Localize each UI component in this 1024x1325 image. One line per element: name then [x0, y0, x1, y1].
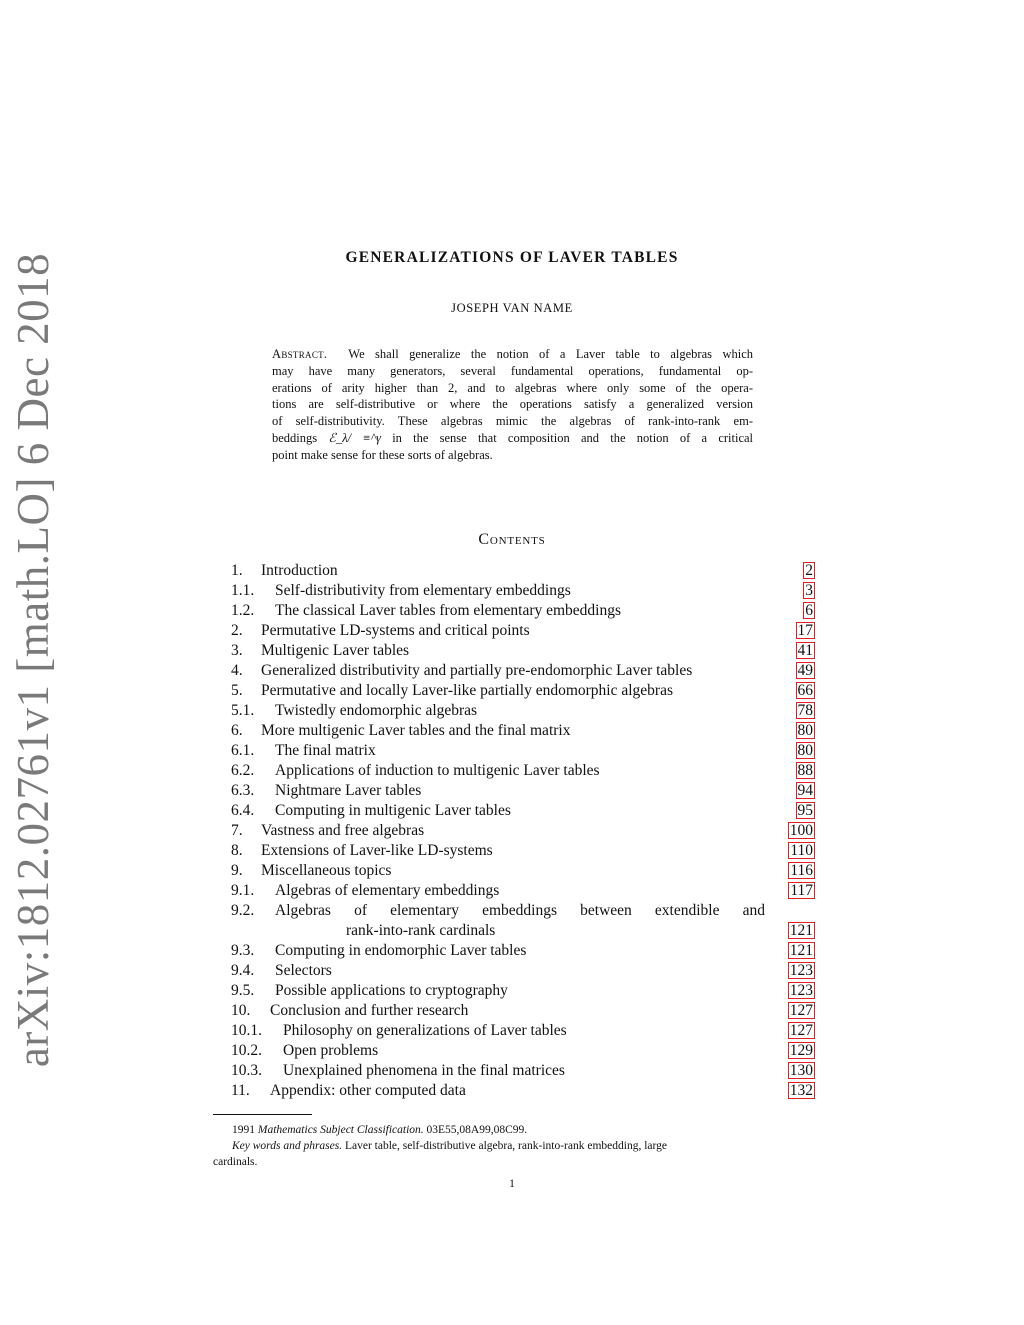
- contents-heading: Contents: [478, 531, 546, 548]
- toc-entry-number: 1.1.: [231, 582, 255, 599]
- abstract-text: beddings: [272, 430, 318, 445]
- toc-entry-title: Selectors: [275, 962, 332, 979]
- toc-entry-number: 10.1.: [231, 1022, 262, 1039]
- toc-entry-title: Philosophy on generalizations of Laver tables: [283, 1022, 567, 1039]
- toc-entry[interactable]: [231, 601, 815, 621]
- toc-entry[interactable]: [231, 681, 815, 701]
- toc-page-link[interactable]: 17: [797, 622, 813, 639]
- toc-page-link[interactable]: 80: [797, 742, 813, 759]
- toc-entry-title: Appendix: other computed data: [270, 1082, 466, 1099]
- abstract-text: We shall generalize the notion of a Laver table to algebras which: [348, 347, 753, 361]
- abstract-line-3: erations of arity higher than 2, and to algebras where only some of the opera-: [272, 380, 753, 395]
- toc-entry-number: 8.: [231, 842, 243, 859]
- toc-entry-number: 6.1.: [231, 742, 255, 759]
- toc-entry[interactable]: [231, 841, 815, 861]
- toc-entry-number: 6.3.: [231, 782, 255, 799]
- toc-page-link[interactable]: 78: [797, 702, 813, 719]
- msc-year: 1991: [232, 1124, 255, 1136]
- toc-entry-title: The classical Laver tables from elementary embeddings: [275, 602, 622, 619]
- toc-page-link[interactable]: 41: [797, 642, 813, 659]
- paper-title: GENERALIZATIONS OF LAVER TABLES: [345, 249, 679, 266]
- toc-entry-title: The final matrix: [275, 742, 376, 759]
- toc-page-link[interactable]: 80: [797, 722, 813, 739]
- toc-entry-number: 1.: [231, 562, 243, 579]
- table-of-contents: [231, 561, 815, 1101]
- toc-entry-number: 5.: [231, 682, 243, 699]
- toc-page-link[interactable]: 129: [789, 1042, 813, 1059]
- toc-page-link[interactable]: 110: [790, 842, 813, 859]
- toc-entry-number: 9.5.: [231, 982, 255, 999]
- toc-page-link[interactable]: 66: [797, 682, 813, 699]
- toc-entry-number: 9.4.: [231, 962, 255, 979]
- toc-entry[interactable]: [231, 641, 815, 661]
- abstract-line-6: [272, 430, 753, 447]
- toc-entry-title: Computing in multigenic Laver tables: [275, 802, 511, 819]
- abstract-text: in the sense that composition and the notion of a critical: [392, 430, 754, 445]
- toc-page-link[interactable]: 6: [805, 602, 813, 619]
- toc-entry-title: Twistedly endomorphic algebras: [275, 702, 478, 719]
- toc-entry-title: Computing in endomorphic Laver tables: [275, 942, 527, 959]
- toc-entry[interactable]: [231, 1021, 815, 1041]
- toc-entry-title: Nightmare Laver tables: [275, 782, 422, 799]
- toc-entry-title: Extensions of Laver-like LD-systems: [261, 842, 493, 859]
- toc-entry[interactable]: [231, 941, 815, 961]
- toc-page-link[interactable]: 116: [790, 862, 813, 879]
- toc-entry-number: 2.: [231, 622, 243, 639]
- toc-entry[interactable]: [231, 621, 815, 641]
- toc-entry-number: 6.4.: [231, 802, 255, 819]
- toc-page-link[interactable]: 132: [789, 1082, 813, 1099]
- abstract-line-7: point make sense for these sorts of algebras.: [272, 447, 493, 462]
- math-expression: ℰ_λ/ ≡^γ: [328, 430, 381, 445]
- toc-entry-number: 11.: [231, 1082, 250, 1099]
- keywords-text: Laver table, self-distributive algebra, rank-into-rank embedding, large: [344, 1140, 667, 1152]
- toc-entry[interactable]: [231, 781, 815, 801]
- toc-entry-number: 7.: [231, 822, 243, 839]
- toc-entry[interactable]: [231, 1061, 815, 1081]
- arxiv-identifier-stamp: arXiv:1812.02761v1 [math.LO] 6 Dec 2018: [8, 252, 58, 1068]
- toc-entry[interactable]: [231, 901, 815, 941]
- toc-entry-number: 10.3.: [231, 1062, 262, 1079]
- toc-page-link[interactable]: 100: [789, 822, 813, 839]
- abstract-line-4: tions are self-distributive or where the operations satisfy a generalized version: [272, 397, 753, 412]
- toc-entry-title: Introduction: [261, 562, 338, 579]
- toc-page-link[interactable]: 49: [797, 662, 813, 679]
- toc-entry-title: Permutative LD-systems and critical points: [261, 622, 530, 639]
- toc-page-link[interactable]: 123: [789, 982, 813, 999]
- toc-page-link[interactable]: 121: [789, 942, 813, 959]
- toc-entry[interactable]: [231, 861, 815, 881]
- keywords-footnote-cont: cardinals.: [213, 1156, 258, 1168]
- paper-author: JOSEPH VAN NAME: [451, 301, 573, 315]
- toc-entry[interactable]: [231, 1041, 815, 1061]
- toc-page-link[interactable]: 130: [789, 1062, 813, 1079]
- toc-entry-title: Unexplained phenomena in the final matrices: [283, 1062, 565, 1079]
- toc-page-link[interactable]: 2: [805, 562, 813, 579]
- toc-entry[interactable]: [231, 981, 815, 1001]
- toc-entry-number: 9.1.: [231, 882, 255, 899]
- msc-footnote: [213, 1122, 813, 1138]
- toc-entry-number: 3.: [231, 642, 243, 659]
- toc-entry-number: 6.: [231, 722, 243, 739]
- toc-entry[interactable]: [231, 801, 815, 821]
- abstract: [272, 346, 753, 464]
- toc-entry-number: 9.: [231, 862, 243, 879]
- toc-entry[interactable]: [231, 561, 815, 581]
- toc-entry-title: Miscellaneous topics: [261, 862, 392, 879]
- toc-page-link[interactable]: 117: [790, 882, 813, 899]
- toc-page-link[interactable]: 94: [797, 782, 813, 799]
- toc-entry-title: Conclusion and further research: [270, 1002, 469, 1019]
- toc-page-link[interactable]: 127: [789, 1002, 813, 1019]
- keywords-footnote: [213, 1138, 813, 1154]
- toc-entry-title: Vastness and free algebras: [261, 822, 425, 839]
- toc-entry[interactable]: [231, 741, 815, 761]
- toc-entry[interactable]: [231, 1081, 815, 1101]
- toc-entry[interactable]: [231, 1001, 815, 1021]
- toc-page-link[interactable]: 127: [789, 1022, 813, 1039]
- abstract-line-2: may have many generators, several fundamental operations, fundamental op-: [272, 363, 753, 378]
- msc-label: Mathematics Subject Classification.: [257, 1124, 424, 1136]
- abstract-label: Abstract.: [272, 347, 328, 361]
- toc-entry-number: 10.: [231, 1002, 251, 1019]
- toc-page-link[interactable]: 95: [797, 802, 813, 819]
- toc-entry[interactable]: [231, 721, 815, 741]
- toc-page-link[interactable]: 121: [789, 922, 813, 939]
- abstract-line-1: [272, 346, 753, 363]
- msc-codes: 03E55,08A99,08C99.: [426, 1124, 528, 1136]
- abstract-line-5: of self-distributivity. These algebras mimic the algebras of rank-into-rank em-: [272, 414, 753, 429]
- toc-entry-title: Possible applications to cryptography: [275, 982, 508, 999]
- toc-entry-title: Open problems: [283, 1042, 379, 1059]
- toc-page-link[interactable]: 123: [789, 962, 813, 979]
- toc-entry-title-continued: rank-into-rank cardinals: [346, 922, 496, 939]
- page-number: 1: [509, 1178, 515, 1190]
- toc-entry-title: Algebras of elementary embeddings between extendible and: [275, 902, 765, 919]
- toc-entry[interactable]: [231, 961, 815, 981]
- toc-entry-number: 1.2.: [231, 602, 255, 619]
- keywords-label: Key words and phrases.: [232, 1140, 343, 1152]
- toc-entry-title: Algebras of elementary embeddings: [275, 882, 500, 899]
- toc-entry[interactable]: [231, 821, 815, 841]
- toc-entry-title: Multigenic Laver tables: [261, 642, 410, 659]
- toc-entry-number: 6.2.: [231, 762, 255, 779]
- toc-entry[interactable]: [231, 701, 815, 721]
- toc-entry-number: 9.2.: [231, 902, 255, 919]
- footnote-divider: [213, 1114, 312, 1115]
- toc-entry[interactable]: [231, 881, 815, 901]
- toc-entry-number: 4.: [231, 662, 243, 679]
- toc-entry-title: Generalized distributivity and partially pre-endomorphic Laver tables: [261, 662, 693, 679]
- toc-entry-title: Permutative and locally Laver-like partially endomorphic algebras: [261, 682, 674, 699]
- toc-entry-number: 9.3.: [231, 942, 255, 959]
- toc-entry[interactable]: [231, 661, 815, 681]
- toc-entry-number: 5.1.: [231, 702, 255, 719]
- toc-entry-title: Self-distributivity from elementary embeddings: [275, 582, 571, 599]
- toc-page-link[interactable]: 88: [797, 762, 813, 779]
- toc-page-link[interactable]: 3: [805, 582, 813, 599]
- toc-entry-number: 10.2.: [231, 1042, 262, 1059]
- toc-entry[interactable]: [231, 581, 815, 601]
- footnotes: [213, 1122, 813, 1170]
- toc-entry-title: More multigenic Laver tables and the final matrix: [261, 722, 571, 739]
- toc-entry[interactable]: [231, 761, 815, 781]
- toc-entry-title: Applications of induction to multigenic Laver tables: [275, 762, 600, 779]
